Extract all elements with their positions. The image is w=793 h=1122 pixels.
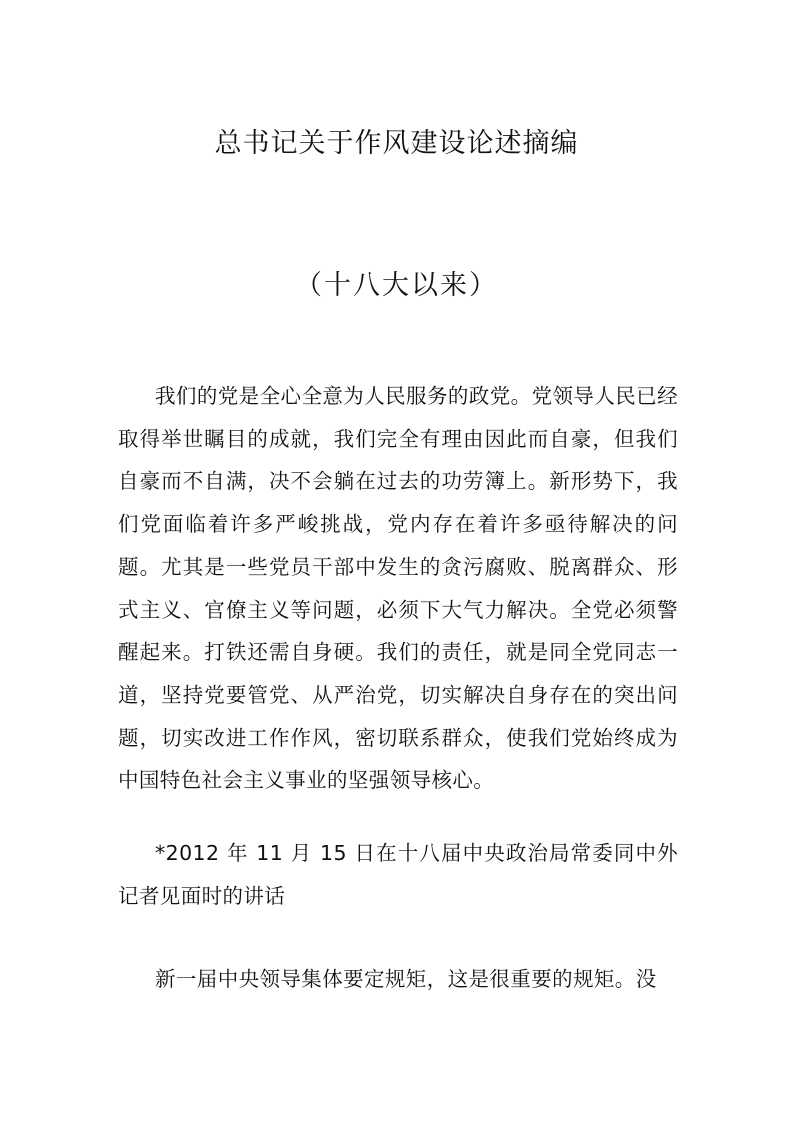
source-citation: *2012 年 11 月 15 日在十八届中央政治局常委同中外记者见面时的讲话 [118, 841, 678, 908]
document-title: 总书记关于作风建设论述摘编 [214, 128, 579, 159]
body-paragraph-continued: 新一届中央领导集体要定规矩，这是很重要的规矩。没 [155, 967, 657, 991]
document-subtitle: （十八大以来） [295, 270, 498, 301]
body-paragraph-quote: 我们的党是全心全意为人民服务的政党。党领导人民已经取得举世瞩目的成就，我们完全有理由因此而自豪，但我们自豪而不自满，决不会躺在过去的功劳簿上。新形势下，我们党面临着许多严峻挑战，党内存在着许多亟待解决的问题。尤其是一些党员干部中发生的贪污腐败、脱离群众、形式主义、官僚主义等问题，必须下大气力解决。全党必须警醒起来。打铁还需自身硬。我们的责任，就是同全党同志一道，坚持党要管党、从严治党，切实解决自身存在的突出问题，切实改进工作作风，密切联系群众，使我们党始终成为中国特色社会主义事业的坚强领导核心。 [118, 384, 678, 793]
